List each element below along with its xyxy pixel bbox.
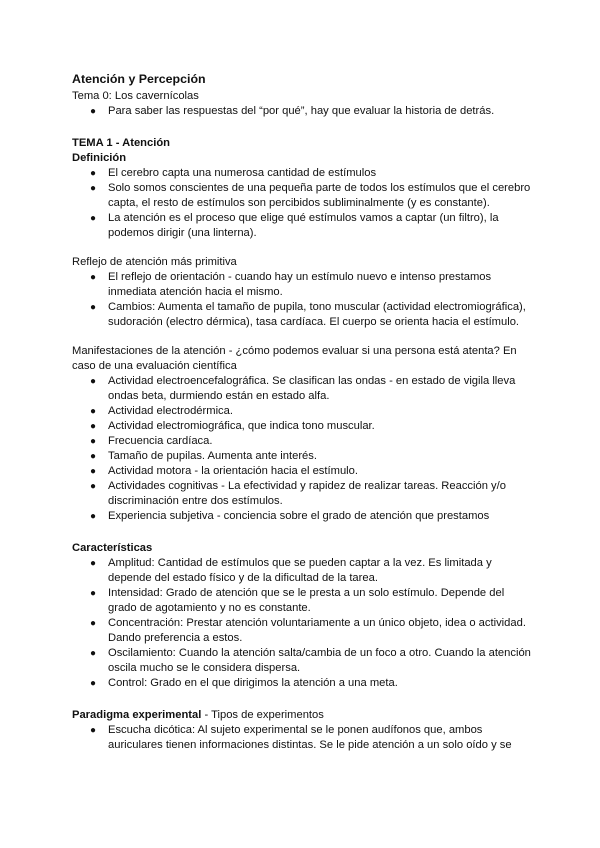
list-item: ● El cerebro capta una numerosa cantidad de estímulos bbox=[90, 167, 377, 179]
paradigma-list bbox=[72, 723, 532, 753]
list-item: ● El reflejo de orientación - cuando hay un estímulo nuevo e intenso prestamos inmediata atención hacia el mismo. bbox=[90, 271, 492, 298]
bullet-icon: ● bbox=[90, 106, 97, 117]
list-item: ● Oscilamiento: Cuando la atención salta/cambia de un foco a otro. Cuando la atención oscila mucho se le considera dispersa. bbox=[90, 647, 531, 674]
section-caracteristicas bbox=[72, 541, 532, 691]
paradigma-heading: Paradigma experimental - Tipos de experimentos bbox=[72, 709, 324, 721]
list-item: ● Actividad electromiográfica, que indica tono muscular. bbox=[90, 420, 375, 432]
list-item: ● Frecuencia cardíaca. bbox=[90, 435, 213, 447]
list-item: ● Para saber las respuestas del “por qué”, hay que evaluar la historia de detrás. bbox=[90, 105, 495, 117]
section-tema1-heading bbox=[72, 136, 532, 241]
list-item: ● Actividad motora - la orientación hacia el estímulo. bbox=[90, 465, 358, 477]
tema1-heading: TEMA 1 - Atención bbox=[72, 137, 170, 149]
list-item: ● Tamaño de pupilas. Aumenta ante interés. bbox=[90, 450, 317, 462]
manifestaciones-list bbox=[72, 374, 532, 524]
reflejo-list bbox=[72, 270, 532, 330]
list-item: ● Actividades cognitivas - La efectividad y rapidez de realizar tareas. Reacción y/o discriminación entre dos estímulos. bbox=[90, 480, 506, 507]
caracteristicas-heading: Características bbox=[72, 542, 153, 554]
list-item: ● Control: Grado en el que dirigimos la atención a una meta. bbox=[90, 677, 398, 689]
section-paradigma bbox=[72, 708, 532, 753]
list-item: ● Amplitud: Cantidad de estímulos que se pueden captar a la vez. Es limitada y depende del estado físico y de la dificultad de la tarea. bbox=[90, 557, 492, 584]
section-manifestaciones bbox=[72, 344, 532, 524]
list-item: ● Solo somos conscientes de una pequeña parte de todos los estímulos que el cerebro capta, el resto de estímulos son percibidos subliminalmente (y es constante). bbox=[90, 182, 531, 209]
document-title: Atención y Percepción bbox=[72, 72, 206, 86]
definicion-list bbox=[72, 166, 532, 241]
list-item: ● Actividad electrodérmica. bbox=[90, 405, 233, 417]
list-item: ● Escucha dicótica: Al sujeto experimental se le ponen audífonos que, ambos auriculares tienen informaciones distintas. Se le pide atención a un solo oído y se bbox=[90, 724, 512, 751]
list-item: ● Cambios: Aumenta el tamaño de pupila, tono muscular (actividad electromiográfica), sudoración (electro dérmica), tasa cardíaca. El cuerpo se orienta hacia el estímulo. bbox=[90, 301, 526, 328]
list-item: ● Concentración: Prestar atención voluntariamente a un único objeto, idea o actividad. Dando preferencia a estos. bbox=[90, 617, 526, 644]
list-item: ● La atención es el proceso que elige qué estímulos vamos a captar (un filtro), la podemos dirigir (una linterna). bbox=[90, 212, 499, 239]
tema0-heading: Tema 0: Los cavernícolas bbox=[72, 90, 199, 102]
list-item: ● Intensidad: Grado de atención que se le presta a un solo estímulo. Depende del grado de agotamiento y no es constante. bbox=[90, 587, 505, 614]
manifestaciones-heading: Manifestaciones de la atención - ¿cómo podemos evaluar si una persona está atenta? En caso de una evaluación científica bbox=[72, 345, 517, 372]
reflejo-heading: Reflejo de atención más primitiva bbox=[72, 256, 237, 268]
list-item: ● Actividad electroencefalográfica. Se clasifican las ondas - en estado de vigila lleva ondas beta, durmiendo están en estado alfa. bbox=[90, 375, 516, 402]
section-tema0 bbox=[72, 89, 532, 119]
list-item: ● Experiencia subjetiva - conciencia sobre el grado de atención que prestamos bbox=[90, 510, 490, 522]
section-reflejo bbox=[72, 255, 532, 330]
definicion-heading: Definición bbox=[72, 152, 127, 164]
caracteristicas-list bbox=[72, 556, 532, 691]
